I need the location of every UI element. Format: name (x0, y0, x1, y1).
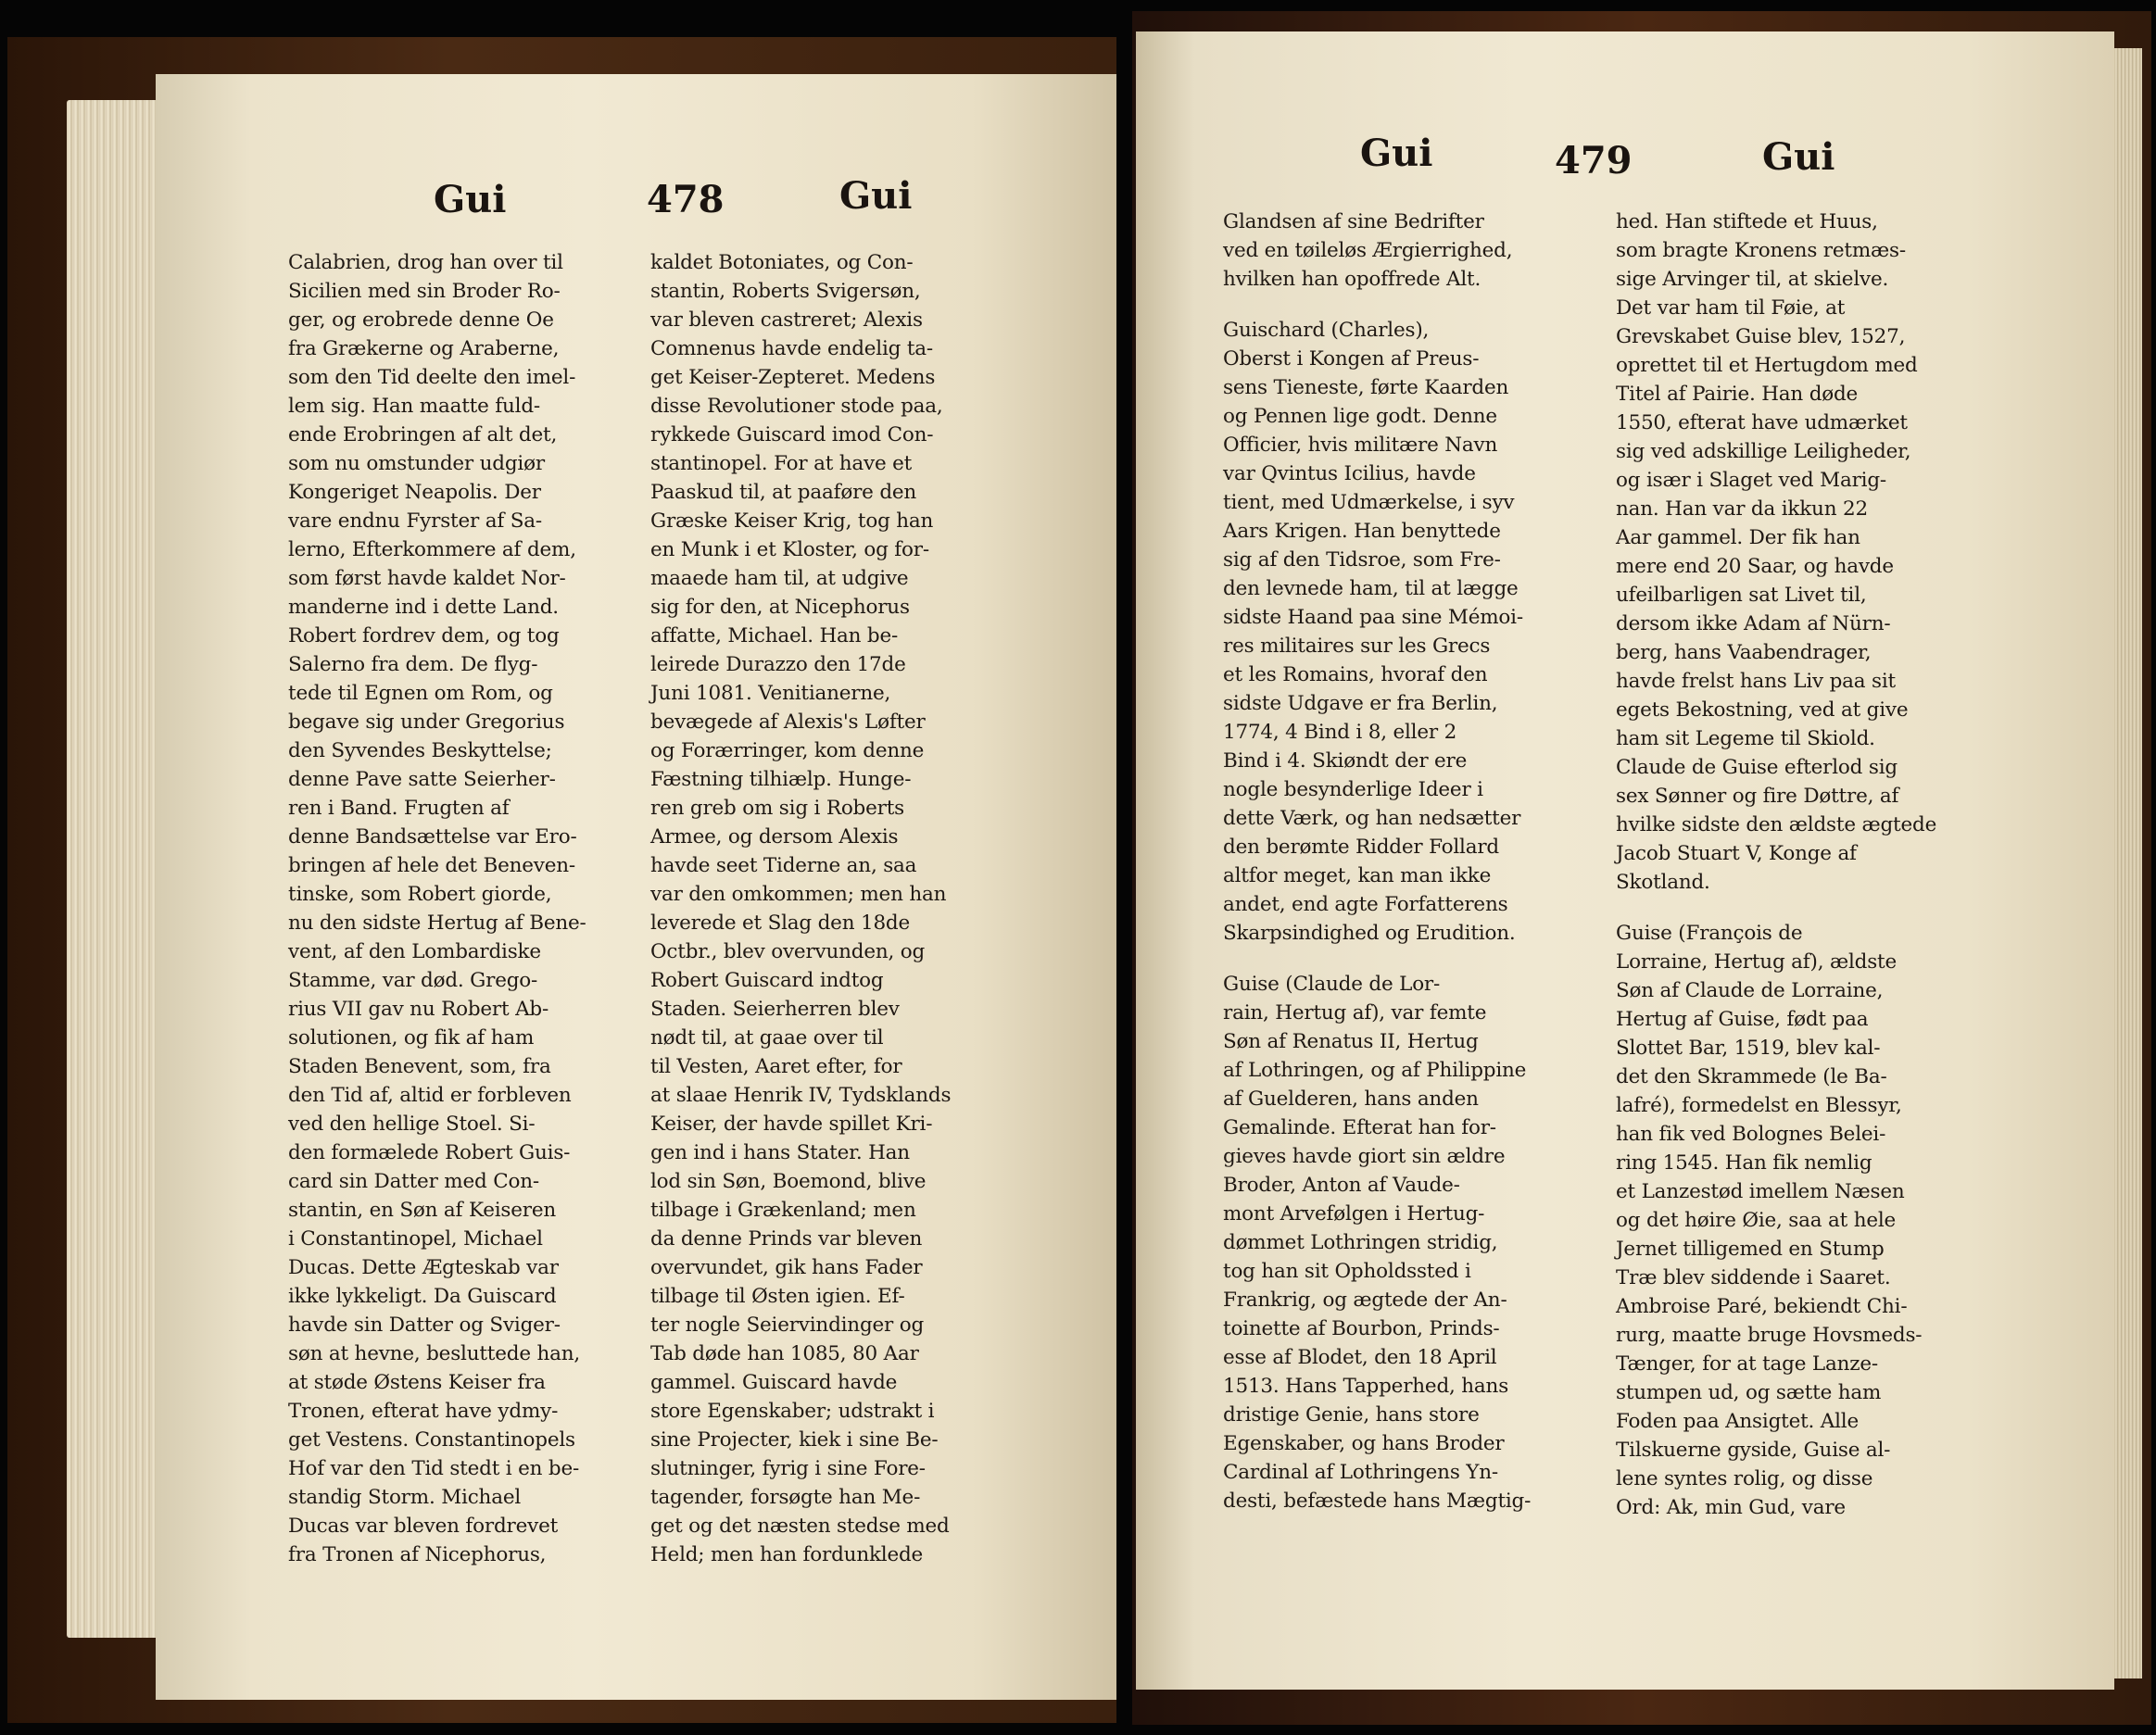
text-line: ende Erobringen af alt det, (288, 423, 558, 446)
text-line: et Lanzestød imellem Næsen (1616, 1180, 1905, 1203)
text-line: card sin Datter med Con- (288, 1170, 539, 1193)
text-line: lem sig. Han maatte fuld- (288, 395, 540, 418)
text-line: og især i Slaget ved Marig- (1616, 469, 1886, 492)
text-line: Guise (Claude de Lor- (1223, 973, 1441, 996)
text-line: Tab døde han 1085, 80 Aar (650, 1342, 919, 1365)
text-line: vare endnu Fyrster af Sa- (288, 509, 542, 533)
text-line: Ord: Ak, min Gud, vare (1616, 1496, 1846, 1519)
text-line: oprettet til et Hertugdom med (1616, 354, 1918, 377)
text-line: af Lothringen, og af Philippine (1223, 1059, 1527, 1082)
text-line: denne Pave satte Seierher- (288, 768, 556, 791)
text-line: Staden Benevent, som, fra (288, 1055, 551, 1078)
left-header-left: Gui (434, 178, 507, 221)
text-line: Hertug af Guise, født paa (1616, 1008, 1869, 1031)
text-line: den formælede Robert Guis- (288, 1141, 571, 1164)
right-column-1 (1223, 207, 1575, 1515)
text-line: den Tid af, altid er forbleven (288, 1084, 572, 1107)
text-line: Comnenus havde endelig ta- (650, 337, 933, 360)
text-line: Glandsen af sine Bedrifter (1223, 210, 1484, 233)
text-line: Robert Guiscard indtog (650, 969, 884, 992)
text-line: stantin, en Søn af Keiseren (288, 1199, 557, 1222)
left-header-right: Gui (839, 174, 913, 218)
text-line: tinske, som Robert giorde, (288, 883, 552, 906)
text-line: ger, og erobrede denne Oe (288, 308, 554, 332)
text-line: rain, Hertug af), var femte (1223, 1001, 1487, 1025)
text-line: rius VII gav nu Robert Ab- (288, 998, 549, 1021)
text-line: Jacob Stuart V, Konge af (1616, 842, 1857, 865)
text-line: stantin, Roberts Svigersøn, (650, 280, 921, 303)
text-line: Armee, og dersom Alexis (650, 825, 899, 849)
text-line: altfor meget, kan man ikke (1223, 864, 1492, 887)
text-line: Robert fordrev dem, og tog (288, 624, 560, 647)
text-line: sig ved adskillige Leiligheder, (1616, 440, 1911, 463)
text-line: ren greb om sig i Roberts (650, 797, 904, 820)
right-header-left: Gui (1360, 132, 1433, 175)
text-line (1223, 948, 1575, 970)
text-line: andet, end agte Forfatterens (1223, 893, 1508, 916)
text-line: og Forærringer, kom denne (650, 739, 925, 762)
text-line: Claude de Guise efterlod sig (1616, 756, 1898, 779)
text-line: Sicilien med sin Broder Ro- (288, 280, 561, 303)
text-line: affatte, Michael. Han be- (650, 624, 899, 647)
text-line: Træ blev siddende i Saaret. (1616, 1266, 1891, 1289)
text-line: som bragte Kronens retmæs- (1616, 239, 1906, 262)
text-line: Ducas var bleven fordrevet (288, 1515, 559, 1538)
text-line: søn at hevne, besluttede han, (288, 1342, 581, 1365)
text-line: havde frelst hans Liv paa sit (1616, 670, 1896, 693)
page-stack-edge (67, 100, 169, 1638)
text-line: at støde Østens Keiser fra (288, 1371, 546, 1394)
text-line: Paaskud til, at paaføre den (650, 481, 917, 504)
text-line: hvilken han opoffrede Alt. (1223, 268, 1481, 291)
left-page (156, 74, 1116, 1700)
text-line: stantinopel. For at have et (650, 452, 913, 475)
text-line: at slaae Henrik IV, Tydsklands (650, 1084, 952, 1107)
text-line: Calabrien, drog han over til (288, 251, 563, 274)
text-line: tilbage til Østen igien. Ef- (650, 1285, 905, 1308)
text-line: det den Skrammede (le Ba- (1616, 1065, 1887, 1088)
text-line: og det høire Øie, saa at hele (1616, 1209, 1897, 1232)
text-line: disse Revolutioner stode paa, (650, 395, 943, 418)
text-line: leverede et Slag den 18de (650, 912, 911, 935)
text-line: Octbr., blev overvunden, og (650, 940, 926, 963)
text-line: store Egenskaber; udstrakt i (650, 1400, 935, 1423)
left-column-2 (650, 248, 993, 1569)
text-line: sidste Udgave er fra Berlin, (1223, 692, 1498, 715)
text-line: gammel. Guiscard havde (650, 1371, 898, 1394)
text-line: Tilskuerne gyside, Guise al- (1616, 1439, 1891, 1462)
text-line: sine Projecter, kiek i sine Be- (650, 1428, 939, 1452)
text-line: get Vestens. Constantinopels (288, 1428, 575, 1452)
text-line: begave sig under Gregorius (288, 710, 565, 734)
text-line: et les Romains, hvoraf den (1223, 663, 1488, 686)
text-line: Aars Krigen. Han benyttede (1223, 520, 1501, 543)
text-line: stumpen ud, og sætte ham (1616, 1381, 1882, 1404)
text-line: lene syntes rolig, og disse (1616, 1467, 1873, 1490)
text-line: havde sin Datter og Sviger- (288, 1314, 561, 1337)
text-line: Stamme, var død. Grego- (288, 969, 538, 992)
text-line: hed. Han stiftede et Huus, (1616, 210, 1878, 233)
right-header-right: Gui (1762, 135, 1835, 179)
text-line: dersom ikke Adam af Nürn- (1616, 612, 1891, 635)
text-line: Søn af Renatus II, Hertug (1223, 1030, 1479, 1053)
text-line: slutninger, fyrig i sine Fore- (650, 1457, 926, 1480)
text-line: Frankrig, og ægtede der An- (1223, 1289, 1507, 1312)
text-line: kaldet Botoniates, og Con- (650, 251, 914, 274)
text-line: Græske Keiser Krig, tog han (650, 509, 934, 533)
text-line: Held; men han fordunklede (650, 1543, 924, 1566)
text-line: Keiser, der havde spillet Kri- (650, 1113, 933, 1136)
text-line: nu den sidste Hertug af Bene- (288, 912, 586, 935)
left-page-number: 478 (647, 178, 725, 221)
text-line: Slottet Bar, 1519, blev kal- (1616, 1037, 1881, 1060)
right-column-2 (1616, 207, 1968, 1522)
text-line: ren i Band. Frugten af (288, 797, 510, 820)
text-line: desti, befæstede hans Mægtig- (1223, 1490, 1532, 1513)
text-line: Skotland. (1616, 871, 1710, 894)
right-page-photo (1132, 11, 2151, 1725)
text-line: overvundet, gik hans Fader (650, 1256, 923, 1279)
text-line: Guischard (Charles), (1223, 319, 1430, 342)
text-line: sig for den, at Nicephorus (650, 596, 910, 619)
text-line: var bleven castreret; Alexis (650, 308, 923, 332)
text-line: rurg, maatte bruge Hovsmeds- (1616, 1324, 1923, 1347)
text-line: Tænger, for at tage Lanze- (1616, 1352, 1878, 1376)
text-line: gen ind i hans Stater. Han (650, 1141, 910, 1164)
text-line: Foden paa Ansigtet. Alle (1616, 1410, 1860, 1433)
text-line: manderne ind i dette Land. (288, 596, 559, 619)
text-line: tilbage i Grækenland; men (650, 1199, 916, 1222)
text-line: leirede Durazzo den 17de (650, 653, 906, 676)
text-line: standig Storm. Michael (288, 1486, 522, 1509)
text-line: som den Tid deelte den imel- (288, 366, 576, 389)
text-line: get Keiser-Zepteret. Medens (650, 366, 936, 389)
text-line: Skarpsindighed og Erudition. (1223, 922, 1516, 945)
text-line: den berømte Ridder Follard (1223, 836, 1499, 859)
text-line: lafré), formedelst en Blessyr, (1616, 1094, 1902, 1117)
text-line: nogle besynderlige Ideer i (1223, 778, 1483, 801)
text-line: sidste Haand paa sine Mémoi- (1223, 606, 1523, 629)
text-line: var den omkommen; men han (650, 883, 947, 906)
text-line: mont Arvefølgen i Hertug- (1223, 1202, 1485, 1226)
text-line: Gemalinde. Efterat han for- (1223, 1116, 1496, 1139)
text-line: sex Sønner og fire Døttre, af (1616, 785, 1899, 808)
text-line: i Constantinopel, Michael (288, 1227, 543, 1251)
text-line: sige Arvinger til, at skielve. (1616, 268, 1889, 291)
text-line: Titel af Pairie. Han døde (1616, 383, 1859, 406)
text-line: Ambroise Paré, bekiendt Chi- (1616, 1295, 1908, 1318)
text-line: den levnede ham, til at lægge (1223, 577, 1519, 600)
text-line: solutionen, og fik af ham (288, 1026, 535, 1050)
text-line: rykkede Guiscard imod Con- (650, 423, 934, 446)
text-line: som nu omstunder udgiør (288, 452, 545, 475)
text-line: Tronen, efterat have ydmy- (288, 1400, 559, 1423)
text-line: toinette af Bourbon, Prinds- (1223, 1317, 1500, 1340)
text-line: bringen af hele det Beneven- (288, 854, 575, 877)
text-line: Guise (François de (1616, 922, 1803, 945)
text-line: ufeilbarligen sat Livet til, (1616, 584, 1867, 607)
text-line: Grevskabet Guise blev, 1527, (1616, 325, 1906, 348)
text-line: sig af den Tidsroe, som Fre- (1223, 548, 1501, 572)
text-line: tede til Egnen om Rom, og (288, 682, 553, 705)
text-line: nødt til, at gaae over til (650, 1026, 884, 1050)
text-line: denne Bandsættelse var Ero- (288, 825, 577, 849)
text-line: res militaires sur les Grecs (1223, 635, 1491, 658)
text-line: Aar gammel. Der fik han (1616, 526, 1860, 549)
text-line: lerno, Efterkommere af dem, (288, 538, 576, 561)
text-line: og Pennen lige godt. Denne (1223, 405, 1497, 428)
left-column-1 (288, 248, 631, 1569)
text-line (1223, 294, 1575, 316)
text-line: vent, af den Lombardiske (288, 940, 541, 963)
text-line: tagender, forsøgte han Me- (650, 1486, 921, 1509)
text-line: dømmet Lothringen stridig, (1223, 1231, 1498, 1254)
right-page (1136, 31, 2114, 1690)
text-line: tient, med Udmærkelse, i syv (1223, 491, 1515, 514)
text-line: fra Tronen af Nicephorus, (288, 1543, 547, 1566)
text-line: dette Værk, og han nedsætter (1223, 807, 1521, 830)
text-line: af Guelderen, hans anden (1223, 1088, 1479, 1111)
text-line: esse af Blodet, den 18 April (1223, 1346, 1497, 1369)
text-line: Fæstning tilhiælp. Hunge- (650, 768, 912, 791)
text-line: da denne Prinds var bleven (650, 1227, 923, 1251)
text-line: nan. Han var da ikkun 22 (1616, 497, 1868, 521)
text-line: Hof var den Tid stedt i en be- (288, 1457, 580, 1480)
text-line: var Qvintus Icilius, havde (1223, 462, 1476, 485)
left-page-photo (7, 37, 1116, 1723)
text-line: lod sin Søn, Boemond, blive (650, 1170, 927, 1193)
text-line: ikke lykkeligt. Da Guiscard (288, 1285, 557, 1308)
text-line: ter nogle Seiervindinger og (650, 1314, 925, 1337)
text-line: ring 1545. Han fik nemlig (1616, 1151, 1872, 1175)
right-page-number: 479 (1555, 139, 1633, 182)
text-line: berg, hans Vaabendrager, (1616, 641, 1872, 664)
text-line: Oberst i Kongen af Preus- (1223, 347, 1480, 371)
text-line: bevægede af Alexis's Løfter (650, 710, 926, 734)
text-line: 1550, efterat have udmærket (1616, 411, 1908, 434)
text-line: mere end 20 Saar, og havde (1616, 555, 1894, 578)
text-line: ved den hellige Stoel. Si- (288, 1113, 536, 1136)
text-line: Juni 1081. Venitianerne, (650, 682, 891, 705)
text-line: 1774, 4 Bind i 8, eller 2 (1223, 721, 1457, 744)
text-line: Ducas. Dette Ægteskab var (288, 1256, 559, 1279)
text-line: get og det næsten stedse med (650, 1515, 950, 1538)
text-line: sens Tieneste, førte Kaarden (1223, 376, 1509, 399)
text-line: Bind i 4. Skiøndt der ere (1223, 749, 1468, 773)
text-line: tog han sit Opholdssted i (1223, 1260, 1471, 1283)
text-line: Det var ham til Føie, at (1616, 296, 1846, 320)
right-page-edge (2114, 48, 2142, 1678)
text-line: han fik ved Bolognes Belei- (1616, 1123, 1886, 1146)
text-line: Broder, Anton af Vaude- (1223, 1174, 1460, 1197)
text-line: ham sit Legeme til Skiold. (1616, 727, 1875, 750)
text-line (1616, 897, 1968, 919)
text-line: til Vesten, Aaret efter, for (650, 1055, 902, 1078)
text-line: Salerno fra dem. De flyg- (288, 653, 538, 676)
text-line: gieves havde giort sin ældre (1223, 1145, 1506, 1168)
text-line: 1513. Hans Tapperhed, hans (1223, 1375, 1509, 1398)
text-line: ved en tøileløs Ærgierrighed, (1223, 239, 1513, 262)
text-line: havde seet Tiderne an, saa (650, 854, 917, 877)
text-line: dristige Genie, hans store (1223, 1403, 1480, 1427)
text-line: Cardinal af Lothringens Yn- (1223, 1461, 1498, 1484)
text-line: egets Bekostning, ved at give (1616, 698, 1909, 722)
text-line: Staden. Seierherren blev (650, 998, 900, 1021)
text-line: fra Grækerne og Araberne, (288, 337, 560, 360)
text-line: Lorraine, Hertug af), ældste (1616, 950, 1898, 974)
text-line: Søn af Claude de Lorraine, (1616, 979, 1884, 1002)
text-line: Officier, hvis militære Navn (1223, 434, 1498, 457)
text-line: som først havde kaldet Nor- (288, 567, 566, 590)
text-line: den Syvendes Beskyttelse; (288, 739, 552, 762)
text-line: Jernet tilligemed en Stump (1616, 1238, 1885, 1261)
text-line: maaede ham til, at udgive (650, 567, 909, 590)
text-line: Egenskaber, og hans Broder (1223, 1432, 1505, 1455)
text-line: en Munk i et Kloster, og for- (650, 538, 929, 561)
text-line: Kongeriget Neapolis. Der (288, 481, 541, 504)
text-line: hvilke sidste den ældste ægtede (1616, 813, 1937, 836)
